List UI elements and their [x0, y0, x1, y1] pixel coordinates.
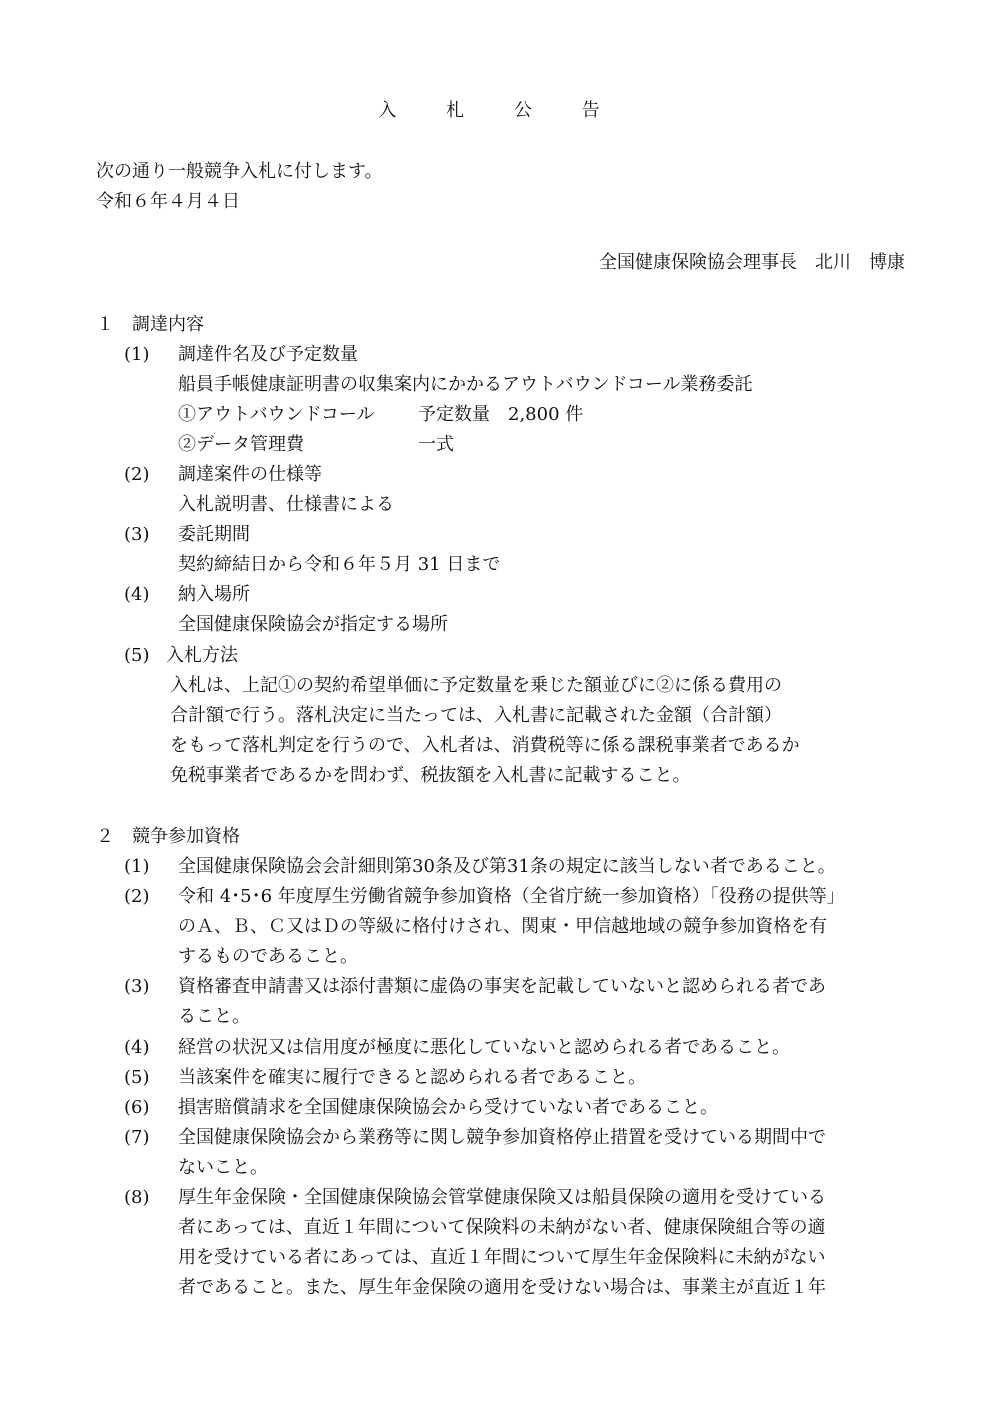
quantity-item-1: ①アウトバウンドコール [178, 404, 375, 425]
quantity-value-1: 予定数量 2,800 件 [418, 404, 584, 425]
qualification-line: 令和 4･5･6 年度厚生労働省競争参加資格（全省庁統一参加資格）「役務の提供等」 [178, 886, 845, 907]
item-title: 入札方法 [166, 645, 238, 666]
qualification-line: 用を受けている者にあっては、直近１年間について厚生年金保険料に未納がない [178, 1247, 826, 1268]
item-number: (1) [124, 856, 150, 877]
item-number: (2) [124, 464, 150, 485]
item-number: (5) [124, 645, 150, 666]
item-title: 調達案件の仕様等 [178, 464, 322, 485]
qualification-line: 厚生年金保険・全国健康保険協会管掌健康保険又は船員保険の適用を受けている [178, 1187, 826, 1208]
bidding-method-line: 入札は、上記①の契約希望単価に予定数量を乗じた額並びに②に係る費用の [170, 675, 782, 696]
item-number: (7) [124, 1127, 150, 1148]
qualification-line: 者であること。また、厚生年金保険の適用を受けない場合は、事業主が直近１年 [178, 1277, 826, 1298]
item-body: 入札説明書、仕様書による [178, 494, 394, 515]
document-title: 入 札 公 告 [378, 100, 622, 121]
notice-date: 令和６年４月４日 [96, 191, 240, 212]
bidding-method-line: 合計額で行う。落札決定に当たっては、入札書に記載された金額（合計額） [170, 705, 782, 726]
qualification-line: 損害賠償請求を全国健康保険協会から受けていない者であること。 [178, 1097, 718, 1118]
item-number: (3) [124, 976, 150, 997]
item-number: (8) [124, 1187, 150, 1208]
qualification-line: 資格審査申請書又は添付書類に虚偽の事実を記載していないと認められる者であ [178, 976, 826, 997]
item-title: 調達件名及び予定数量 [178, 344, 358, 365]
qualification-line: 全国健康保険協会会計細則第30条及び第31条の規定に該当しない者であること。 [178, 856, 836, 877]
qualification-line: 全国健康保険協会から業務等に関し競争参加資格停止措置を受けている期間中で [178, 1127, 826, 1148]
qualification-line: 当該案件を確実に履行できると認められる者であること。 [178, 1067, 646, 1088]
qualification-line: ること。 [178, 1006, 250, 1027]
item-number: (1) [124, 344, 150, 365]
bidding-method-line: 免税事業者であるかを問わず、税抜額を入札書に記載すること。 [170, 765, 691, 786]
item-number: (4) [124, 1037, 150, 1058]
item-number: (3) [124, 524, 150, 545]
item-number: (4) [124, 584, 150, 605]
qualification-line: するものであること。 [178, 946, 358, 967]
item-title: 委託期間 [178, 524, 250, 545]
item-number: (6) [124, 1097, 150, 1118]
item-body: 全国健康保険協会が指定する場所 [178, 614, 448, 635]
bidding-method-line: をもって落札判定を行うので、入札者は、消費税等に係る課税事業者であるか [170, 735, 800, 756]
procurement-name: 船員手帳健康証明書の収集案内にかかるアウトバウンドコール業務委託 [178, 374, 753, 395]
section-1-heading: １ 調達内容 [96, 314, 204, 335]
quantity-value-2: 一式 [418, 434, 454, 455]
section-2-heading: ２ 競争参加資格 [96, 826, 240, 847]
intro-text: 次の通り一般競争入札に付します。 [96, 161, 383, 182]
item-body: 契約締結日から令和６年５月 31 日まで [178, 554, 501, 575]
qualification-line: 経営の状況又は信用度が極度に悪化していないと認められる者であること。 [178, 1037, 790, 1058]
qualification-line: 者にあっては、直近１年間について保険料の未納がない者、健康保険組合等の適 [178, 1217, 826, 1238]
issuer-name: 全国健康保険協会理事長 北川 博康 [599, 252, 905, 273]
qualification-line: のＡ、Ｂ、Ｃ又はＤの等級に格付けされ、関東・甲信越地域の競争参加資格を有 [178, 916, 828, 937]
item-title: 納入場所 [178, 584, 250, 605]
qualification-line: ないこと。 [178, 1157, 268, 1178]
quantity-item-2: ②データ管理費 [178, 434, 304, 455]
item-number: (5) [124, 1067, 150, 1088]
item-number: (2) [124, 886, 150, 907]
